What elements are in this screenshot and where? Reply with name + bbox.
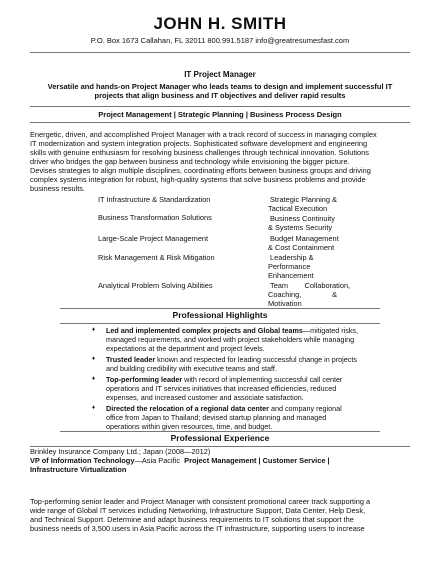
diamond-bullet-icon: ♦ — [92, 376, 96, 382]
skill-item: Enhancement — [268, 271, 314, 280]
highlights-divider-bottom — [60, 323, 380, 324]
job-summary-line: and Technical Support. Determine and adapt business requirements to IT solutions that support the — [30, 515, 354, 524]
skill-item: Large-Scale Project Management — [98, 234, 209, 243]
skill-item: IT Infrastructure & Standardization — [98, 195, 211, 204]
highlight-lead: Led and implemented complex projects and Global teams — [106, 326, 303, 335]
summary-line: business results. — [30, 184, 86, 193]
highlight-lead: Trusted leader — [106, 355, 156, 364]
highlights-divider-top — [60, 308, 380, 309]
highlight-text: —mitigated risks, — [302, 326, 359, 335]
highlight-lead: Directed the relocation of a regional data center — [106, 404, 269, 413]
highlight-text: operations within given resources, time, and budget. — [106, 422, 273, 432]
header-divider — [30, 52, 410, 53]
summary-line: IT modernization and system integration projects. Sophisticated software development and engineering — [30, 139, 368, 148]
skill-item: Team Collaboration, — [270, 281, 351, 290]
candidate-name: JOHN H. SMITH — [153, 14, 287, 33]
skill-item: & Systems Security — [268, 223, 333, 232]
highlights-heading: Professional Highlights — [172, 310, 268, 320]
job-tags-line — [30, 465, 126, 474]
highlight-item — [106, 326, 376, 354]
highlight-text: expectations at the department and project levels. — [106, 344, 265, 354]
diamond-bullet-icon: ♦ — [92, 405, 96, 411]
skill-item: Business Continuity — [270, 214, 335, 223]
highlight-text: with record of implementing successful call center — [182, 375, 343, 384]
summary-line: skills with genuine enthusiasm for resolving business challenges through technical innovation. Solutions — [30, 148, 369, 157]
highlight-text: operations and IT services initiatives that increased efficiencies, reduced — [106, 384, 337, 394]
job-summary-line: Top-performing senior leader and Project Manager with consistent promotional career track supporting a — [30, 497, 371, 506]
job-summary-line: wide range of Global IT services including Networking, Infrastructure Support, Data Center, Help Desk, — [30, 506, 366, 515]
highlight-item — [106, 355, 376, 373]
skill-item: Budget Management — [270, 234, 339, 243]
job-role: VP of Information Technology — [30, 456, 135, 465]
focus-areas: Project Management | Strategic Planning | Business Process Design — [98, 110, 342, 119]
skill-item: Tactical Execution — [268, 204, 328, 213]
highlight-text: known and respected for leading successful change in projects — [155, 355, 357, 364]
target-title: IT Project Manager — [184, 70, 256, 79]
highlight-text: expenses, and increased customer and associate satisfaction. — [106, 393, 304, 403]
skill-item: Risk Management & Risk Mitigation — [98, 253, 215, 262]
job-title-line — [30, 456, 330, 465]
highlight-lead: Top-performing leader — [106, 375, 183, 384]
skill-item: Analytical Problem Solving Abilities — [98, 281, 213, 290]
summary-line: complex systems integration for robust, high-quality systems that solve business problems and provide — [30, 175, 366, 184]
diamond-bullet-icon: ♦ — [92, 327, 96, 333]
job-tags: Project Management | Customer Service | — [184, 456, 330, 465]
summary-line: driver who bridges the gap between business and technology while envisioning the bigger picture. — [30, 157, 350, 166]
diamond-bullet-icon: ♦ — [92, 356, 96, 362]
tagline-line-1: Versatile and hands-on Project Manager who leads teams to design and implement successful IT — [47, 82, 393, 91]
skill-item: & Cost Containment — [268, 243, 335, 252]
job-tags-cont: Infrastructure Virtualization — [30, 465, 127, 474]
summary-line: Devises strategies to align multiple disciplines, coordinating efforts between business groups and driving — [30, 166, 371, 175]
highlight-text: and company regional — [268, 404, 342, 413]
skill-item: Coaching, & — [268, 290, 338, 299]
focus-divider — [30, 122, 410, 123]
job-region: —Asia Pacific — [134, 456, 181, 465]
skill-item: Motivation — [268, 299, 302, 308]
experience-heading: Professional Experience — [170, 433, 270, 443]
skill-item: Leadership & — [270, 253, 314, 262]
job-summary-line: business needs of 3,500 users in Asia Pacific across the IT infrastructure, supporting users to increase — [30, 524, 365, 533]
contact-info: P.O. Box 1673 Callahan, FL 32011 800.991.5187 info@greatresumesfast.com — [90, 36, 350, 45]
company-line: Brinkley Insurance Company Ltd.; Japan (2008—2012) — [30, 447, 211, 456]
skill-item: Business Transformation Solutions — [98, 213, 212, 222]
highlight-text: managed requirements, and worked with project stakeholders while managing — [106, 335, 355, 345]
summary-line: Energetic, driven, and accomplished Project Manager with a track record of success in managing complex — [30, 130, 377, 139]
experience-divider-top — [60, 431, 380, 432]
skill-item: Strategic Planning & — [270, 195, 337, 204]
highlight-item — [106, 375, 376, 403]
tagline-divider — [30, 106, 410, 107]
skill-item: Performance — [268, 262, 311, 271]
highlight-text: office from Japan to Thailand; devised startup planning and managed — [106, 413, 327, 423]
tagline-line-2: projects that align business and IT objectives and deliver rapid results — [94, 91, 346, 100]
highlight-item — [106, 404, 376, 432]
highlight-text: and building credibility with executive teams and staff. — [106, 364, 277, 374]
